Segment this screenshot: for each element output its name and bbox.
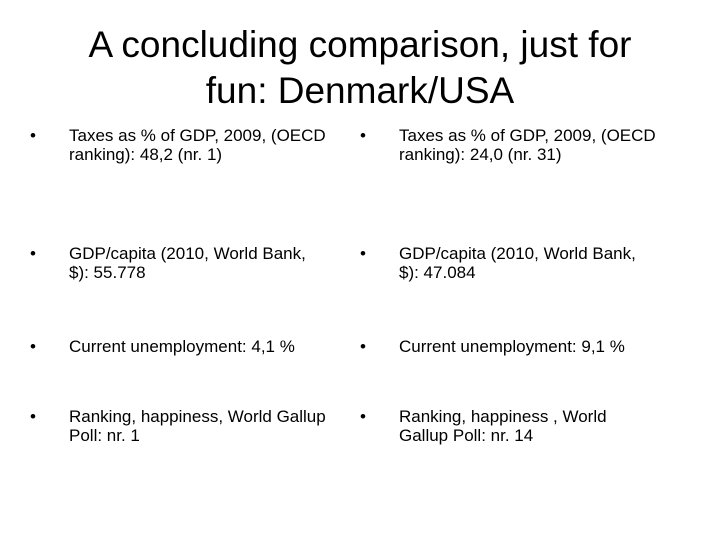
bullet-item <box>30 244 330 282</box>
bullet-icon: • <box>360 337 366 356</box>
bullet-text: Current unemployment: 4,1 % <box>69 337 295 356</box>
bullet-text: Taxes as % of GDP, 2009, (OECD ranking): 24,0 (nr. 31) <box>399 126 656 164</box>
bullet-icon: • <box>360 244 366 263</box>
bullet-text: Ranking, happiness , World Gallup Poll: nr. 14 <box>399 407 607 445</box>
bullet-item <box>360 244 660 282</box>
slide-title <box>40 22 680 114</box>
bullet-text: Taxes as % of GDP, 2009, (OECD ranking): 48,2 (nr. 1) <box>69 126 326 164</box>
bullet-icon: • <box>360 407 366 426</box>
bullet-icon: • <box>30 337 36 356</box>
bullet-item <box>30 126 330 164</box>
bullet-text: GDP/capita (2010, World Bank, $): 47.084 <box>399 244 636 282</box>
bullet-icon: • <box>360 126 366 145</box>
bullet-item <box>30 337 330 356</box>
bullet-item <box>360 126 660 164</box>
bullet-icon: • <box>30 126 36 145</box>
bullet-text: Ranking, happiness, World Gallup Poll: nr. 1 <box>69 407 326 445</box>
bullet-text: Current unemployment: 9,1 % <box>399 337 625 356</box>
bullet-item <box>360 407 660 445</box>
bullet-icon: • <box>30 407 36 426</box>
bullet-icon: • <box>30 244 36 263</box>
title-line-2: fun: Denmark/USA <box>205 70 515 111</box>
bullet-item <box>30 407 330 445</box>
title-line-1: A concluding comparison, just for <box>88 24 632 65</box>
bullet-item <box>360 337 660 356</box>
bullet-text: GDP/capita (2010, World Bank, $): 55.778 <box>69 244 306 282</box>
